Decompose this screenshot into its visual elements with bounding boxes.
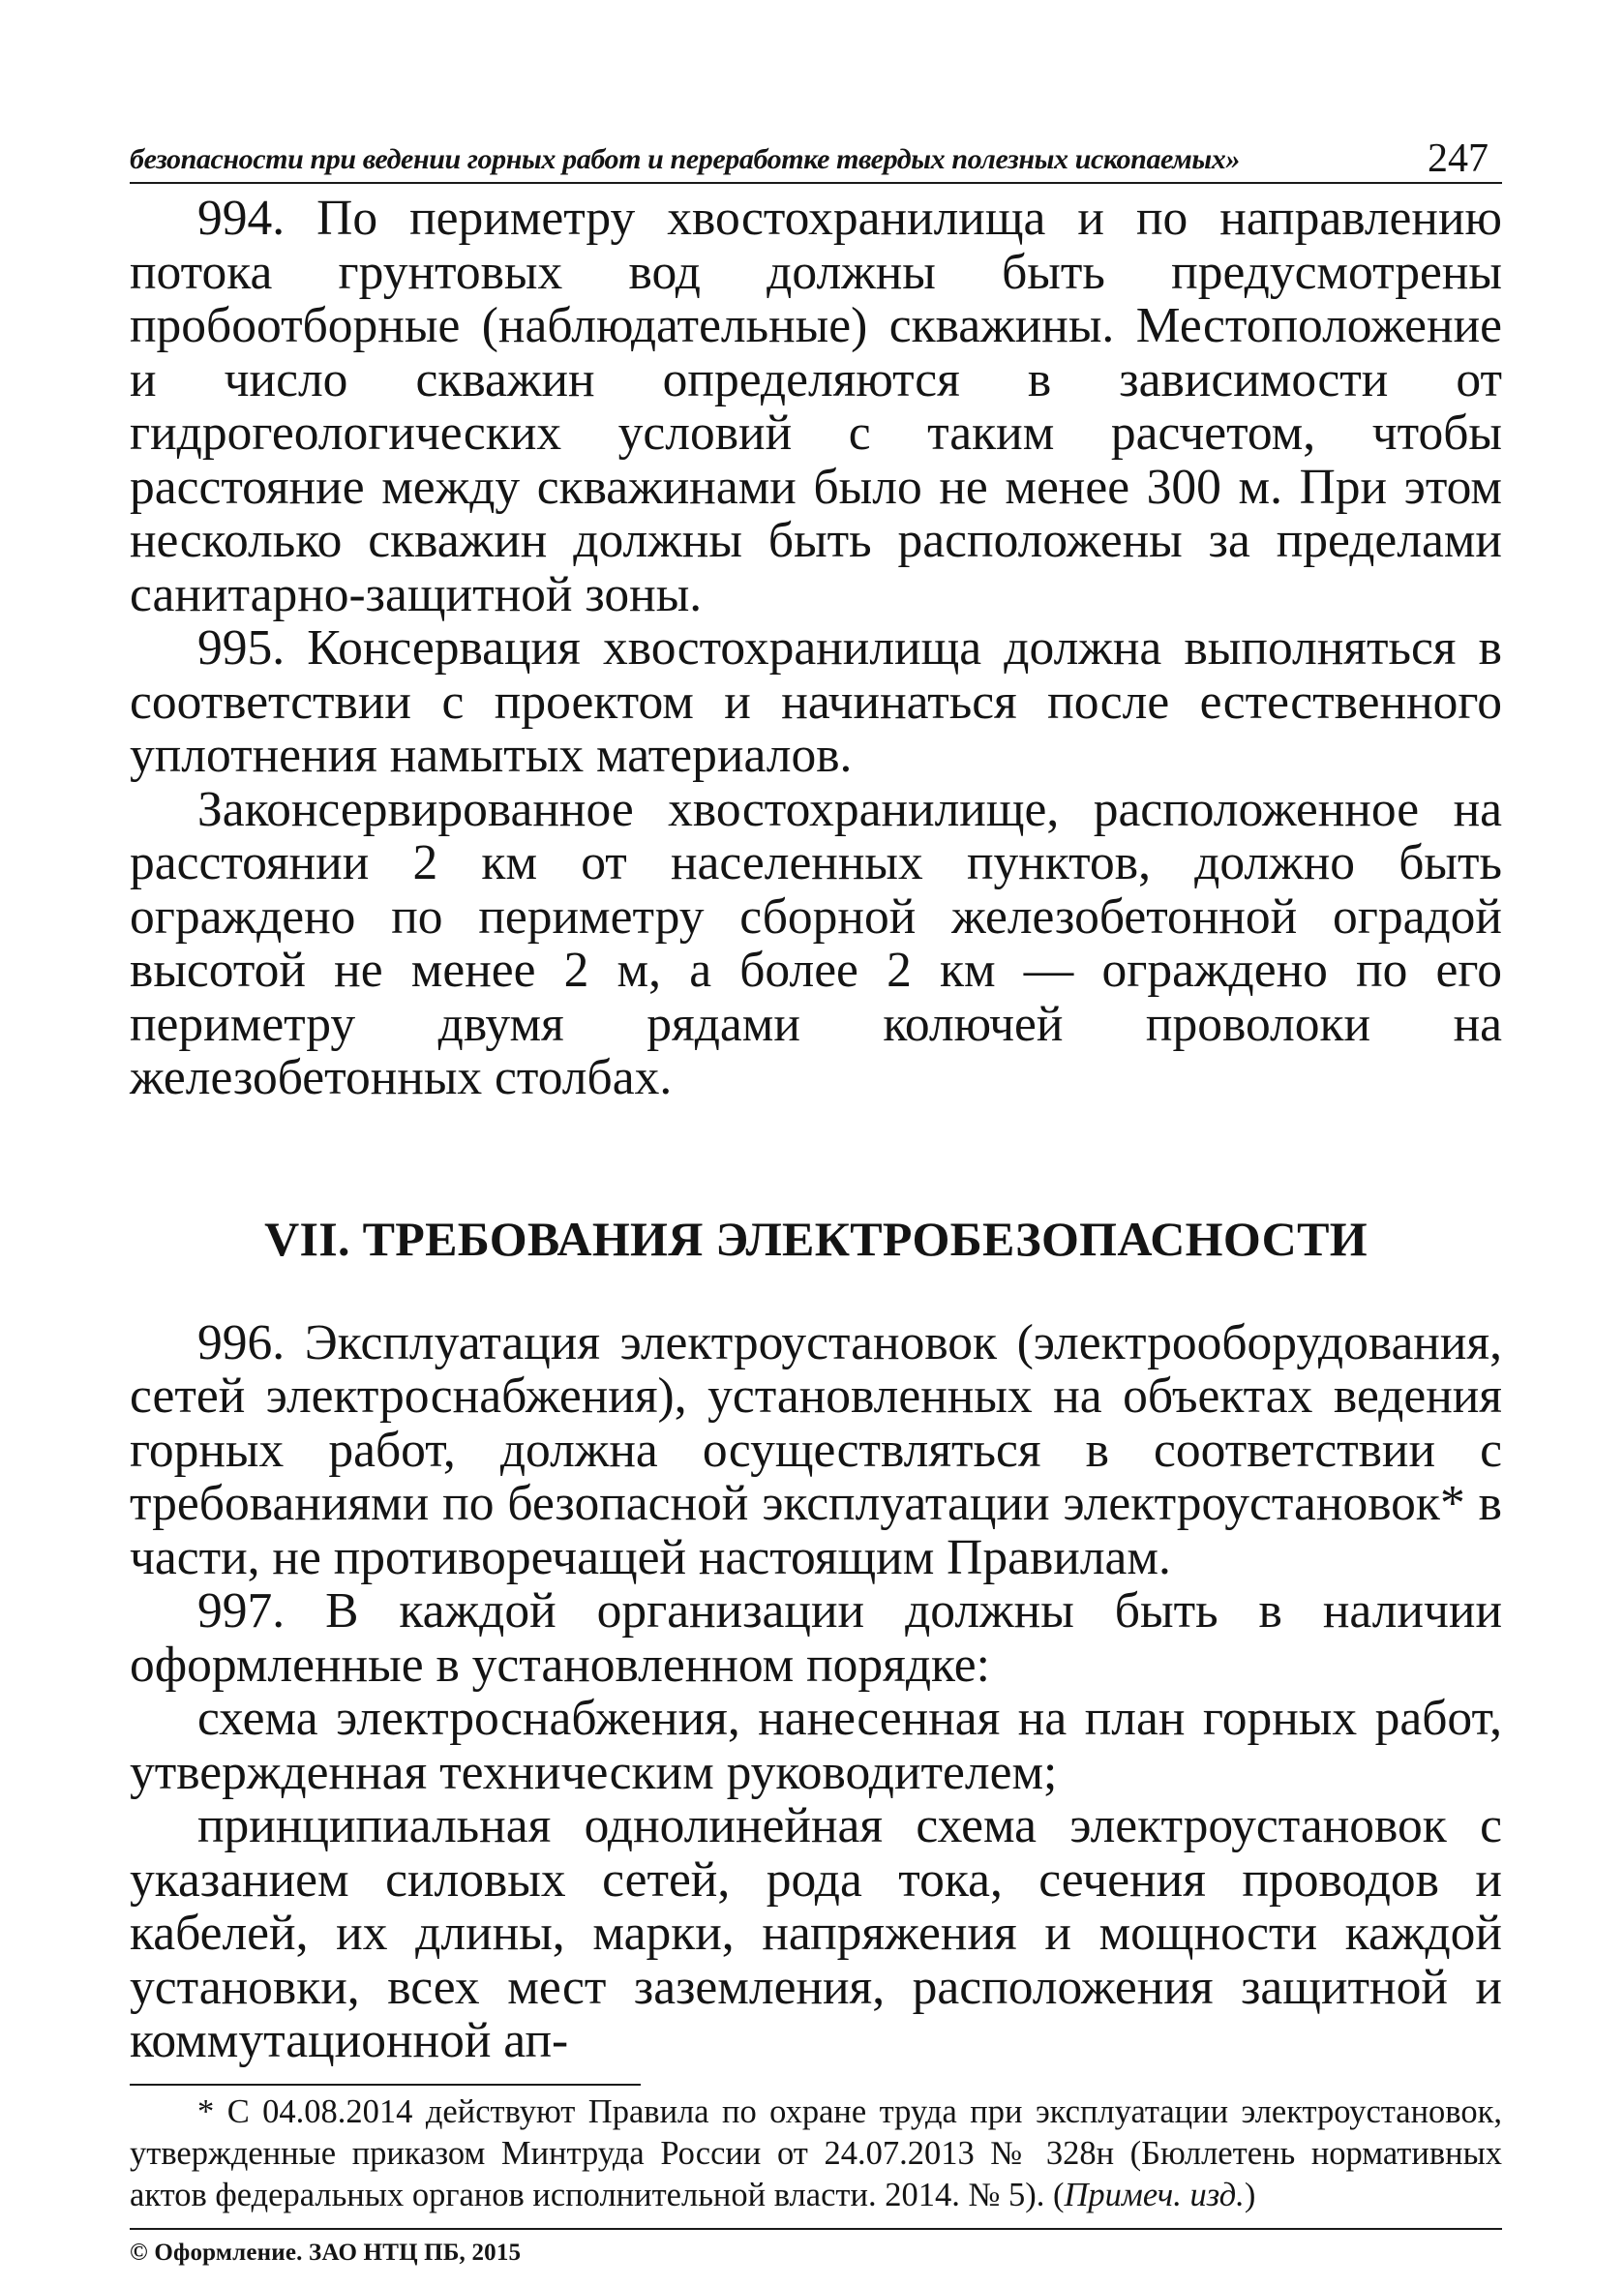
section-heading: VII. ТРЕБОВАНИЯ ЭЛЕКТРОБЕЗОПАСНОСТИ — [264, 1211, 1368, 1266]
page-number: 247 — [1428, 136, 1489, 181]
paragraph-996: 996. Эксплуатация электроустановок (электрооборудования, сетей электроснабжения), установленных на объектах ведения горных работ, должна осуществляться в соответствии с требованиями по безопасной эксплуатации электроустановок* в части, не противоречащей настоящим Правилам. — [130, 1314, 1502, 1585]
paragraph-conservation-fence: Законсервированное хвостохранилище, расположенное на расстоянии 2 км от населенных пунктов, должно быть ограждено по периметру сборной железобетонной оградой высотой не менее 2 м, а более 2 км — ограждено по его периметру двумя рядами колючей проволоки на железобетонных столбах. — [130, 781, 1502, 1105]
body-text-before-section — [130, 192, 1502, 1105]
paragraph-997: 997. В каждой организации должны быть в наличии оформленные в установленном порядке: — [130, 1583, 1502, 1693]
footnote-separator — [130, 2084, 641, 2086]
copyright-line: © Оформление. ЗАО НТЦ ПБ, 2015 — [130, 2239, 522, 2266]
footnote-editor-note: Примеч. изд. — [1064, 2176, 1245, 2213]
document-page — [130, 126, 1502, 2267]
footnote-close: ) — [1244, 2176, 1256, 2213]
paragraph-994: 994. По периметру хвостохранилища и по направлению потока грунтовых вод должны быть предусмотрены пробоотборные (наблюдательные) скважины. Местоположение и число скважин определяются в зависимости от гидрогеологических условий с таким расчетом, чтобы расстояние между скважинами было не менее 300 м. При этом несколько скважин должны быть расположены за пределами санитарно-защитной зоны. — [130, 191, 1502, 622]
paragraph-power-scheme: схема электроснабжения, нанесенная на план горных работ, утвержденная техническим руководителем; — [130, 1691, 1502, 1800]
footnote — [130, 2091, 1502, 2216]
paragraph-995: 995. Консервация хвостохранилища должна выполняться в соответствии с проектом и начинаться после естественного уплотнения намытых материалов. — [130, 620, 1502, 783]
footer-separator — [130, 2228, 1502, 2230]
footnote-text: * С 04.08.2014 действуют Правила по охране труда при эксплуатации электроустановок, утвержденные приказом Минтруда России от 24.07.2013 № 328н (Бюллетень нормативных актов федеральных органов исполнительной власти. 2014. № 5). ( — [130, 2092, 1502, 2213]
paragraph-single-line-scheme: принципиальная однолинейная схема электроустановок с указанием силовых сетей, рода тока, сечения проводов и кабелей, их длины, марки, напряжения и мощности каждой установки, всех мест заземления, расположения защитной и коммутационной ап- — [130, 1798, 1502, 2068]
body-text-after-section — [130, 1316, 1502, 2068]
running-title: безопасности при ведении горных работ и переработке твердых полезных ископаемых» — [130, 143, 1240, 175]
running-header — [130, 126, 1502, 184]
